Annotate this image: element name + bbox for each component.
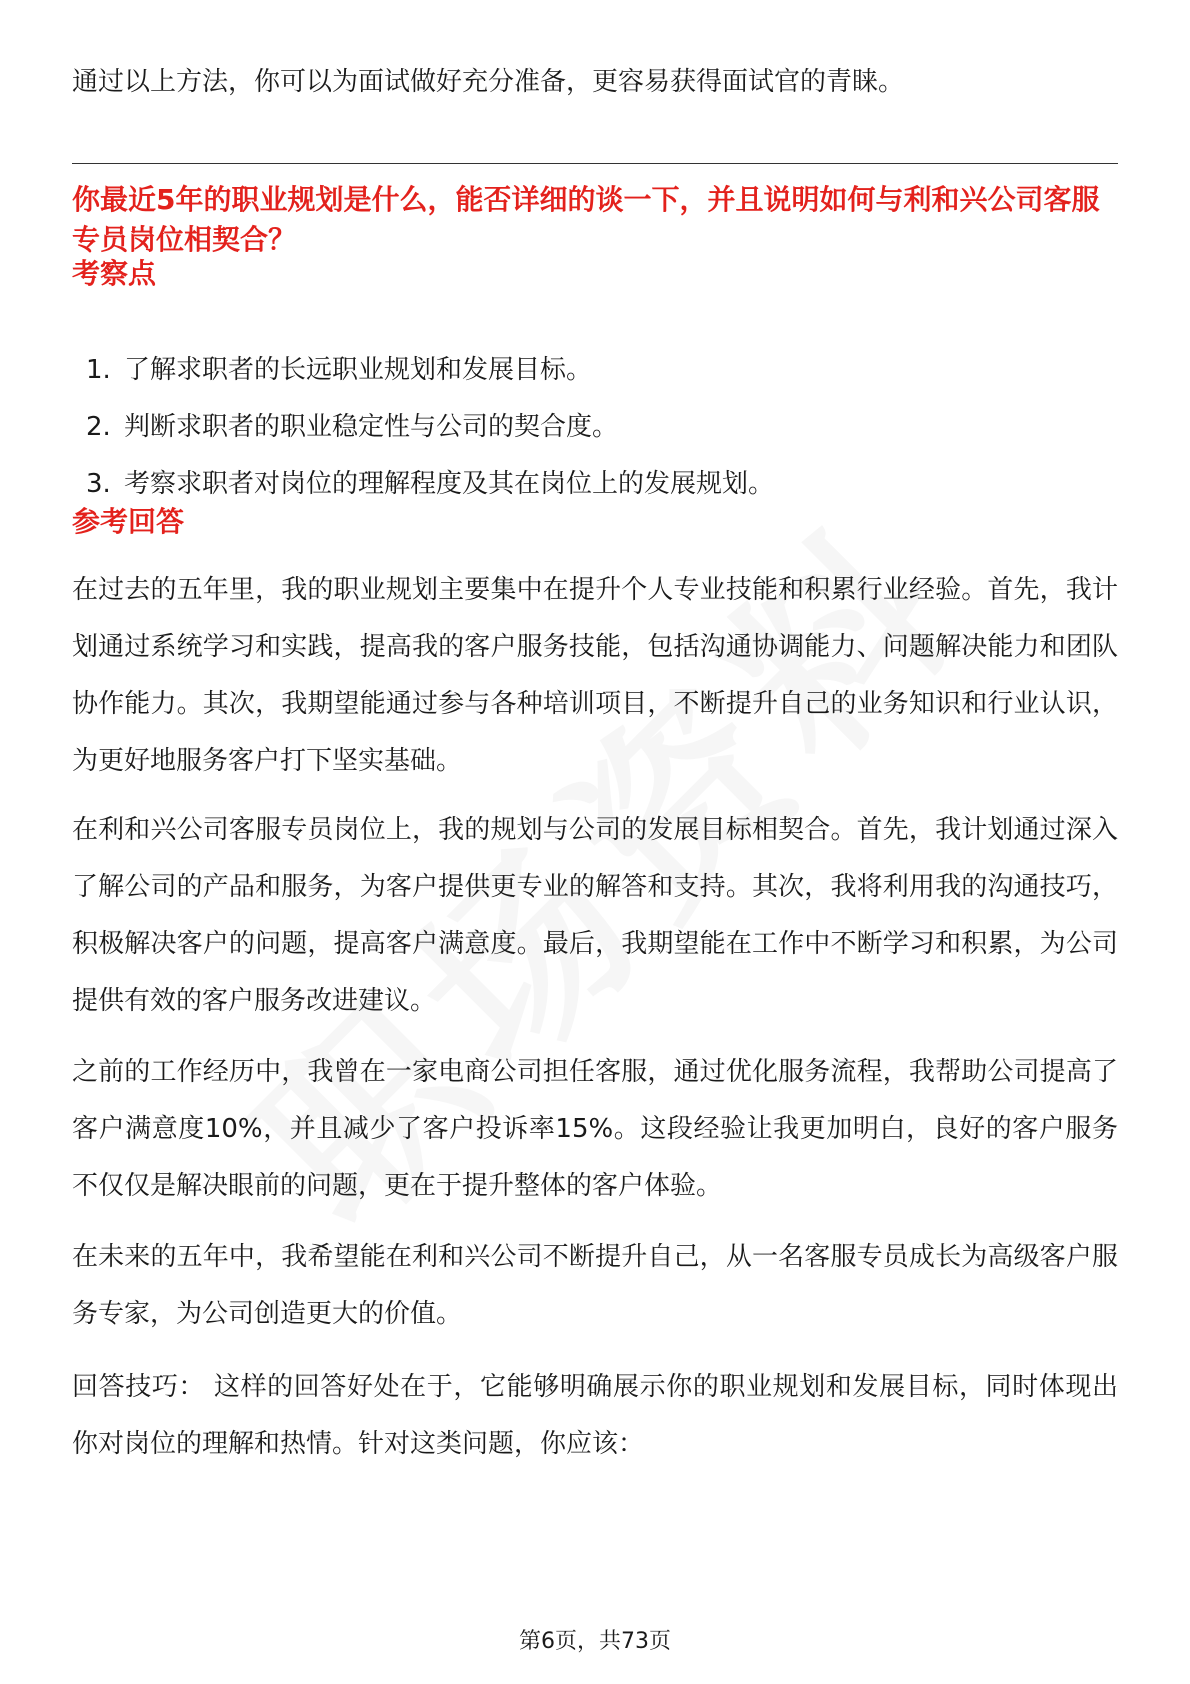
answer-paragraph: 在未来的五年中，我希望能在利和兴公司不断提升自己，从一名客服专员成长为高级客户服务专家，为公司创造更大的价值。: [72, 1242, 1118, 1329]
list-item: [72, 350, 774, 407]
points-list: [72, 350, 774, 521]
list-item-number: 2.: [86, 412, 111, 442]
points-section-title: 考察点: [72, 257, 157, 290]
question-heading: 你最近5年的职业规划是什么，能否详细的谈一下，并且说明如何与利和兴公司客服专员岗位相契合？: [72, 183, 1100, 256]
list-item-number: 1.: [86, 355, 111, 385]
list-item: [72, 407, 774, 464]
section-divider: [72, 163, 1118, 164]
list-item-number: 3.: [86, 469, 111, 499]
answer-tips-paragraph: 回答技巧： 这样的回答好处在于，它能够明确展示你的职业规划和发展目标，同时体现出你对岗位的理解和热情。针对这类问题，你应该：: [72, 1372, 1118, 1459]
intro-text: 通过以上方法，你可以为面试做好充分准备，更容易获得面试官的青睐。: [72, 67, 905, 97]
answer-paragraph: 之前的工作经历中，我曾在一家电商公司担任客服，通过优化服务流程，我帮助公司提高了客户满意度10%，并且减少了客户投诉率15%。这段经验让我更加明白，良好的客户服务不仅仅是解决眼前的问题，更在于提升整体的客户体验。: [72, 1057, 1118, 1201]
answer-paragraph: 在过去的五年里，我的职业规划主要集中在提升个人专业技能和积累行业经验。首先，我计划通过系统学习和实践，提高我的客户服务技能，包括沟通协调能力、问题解决能力和团队协作能力。其次，我期望能通过参与各种培训项目，不断提升自己的业务知识和行业认识，为更好地服务客户打下坚实基础。: [72, 575, 1118, 776]
answer-paragraph: 在利和兴公司客服专员岗位上，我的规划与公司的发展目标相契合。首先，我计划通过深入了解公司的产品和服务，为客户提供更专业的解答和支持。其次，我将利用我的沟通技巧，积极解决客户的问题，提高客户满意度。最后，我期望能在工作中不断学习和积累，为公司提供有效的客户服务改进建议。: [72, 815, 1118, 1016]
answer-section-title: 参考回答: [72, 505, 185, 538]
list-item-text: 考察求职者对岗位的理解程度及其在岗位上的发展规划。: [124, 469, 775, 499]
list-item-text: 了解求职者的长远职业规划和发展目标。: [124, 355, 593, 385]
page-number: 第6页，共73页: [519, 1629, 671, 1654]
list-item-text: 判断求职者的职业稳定性与公司的契合度。: [124, 412, 619, 442]
